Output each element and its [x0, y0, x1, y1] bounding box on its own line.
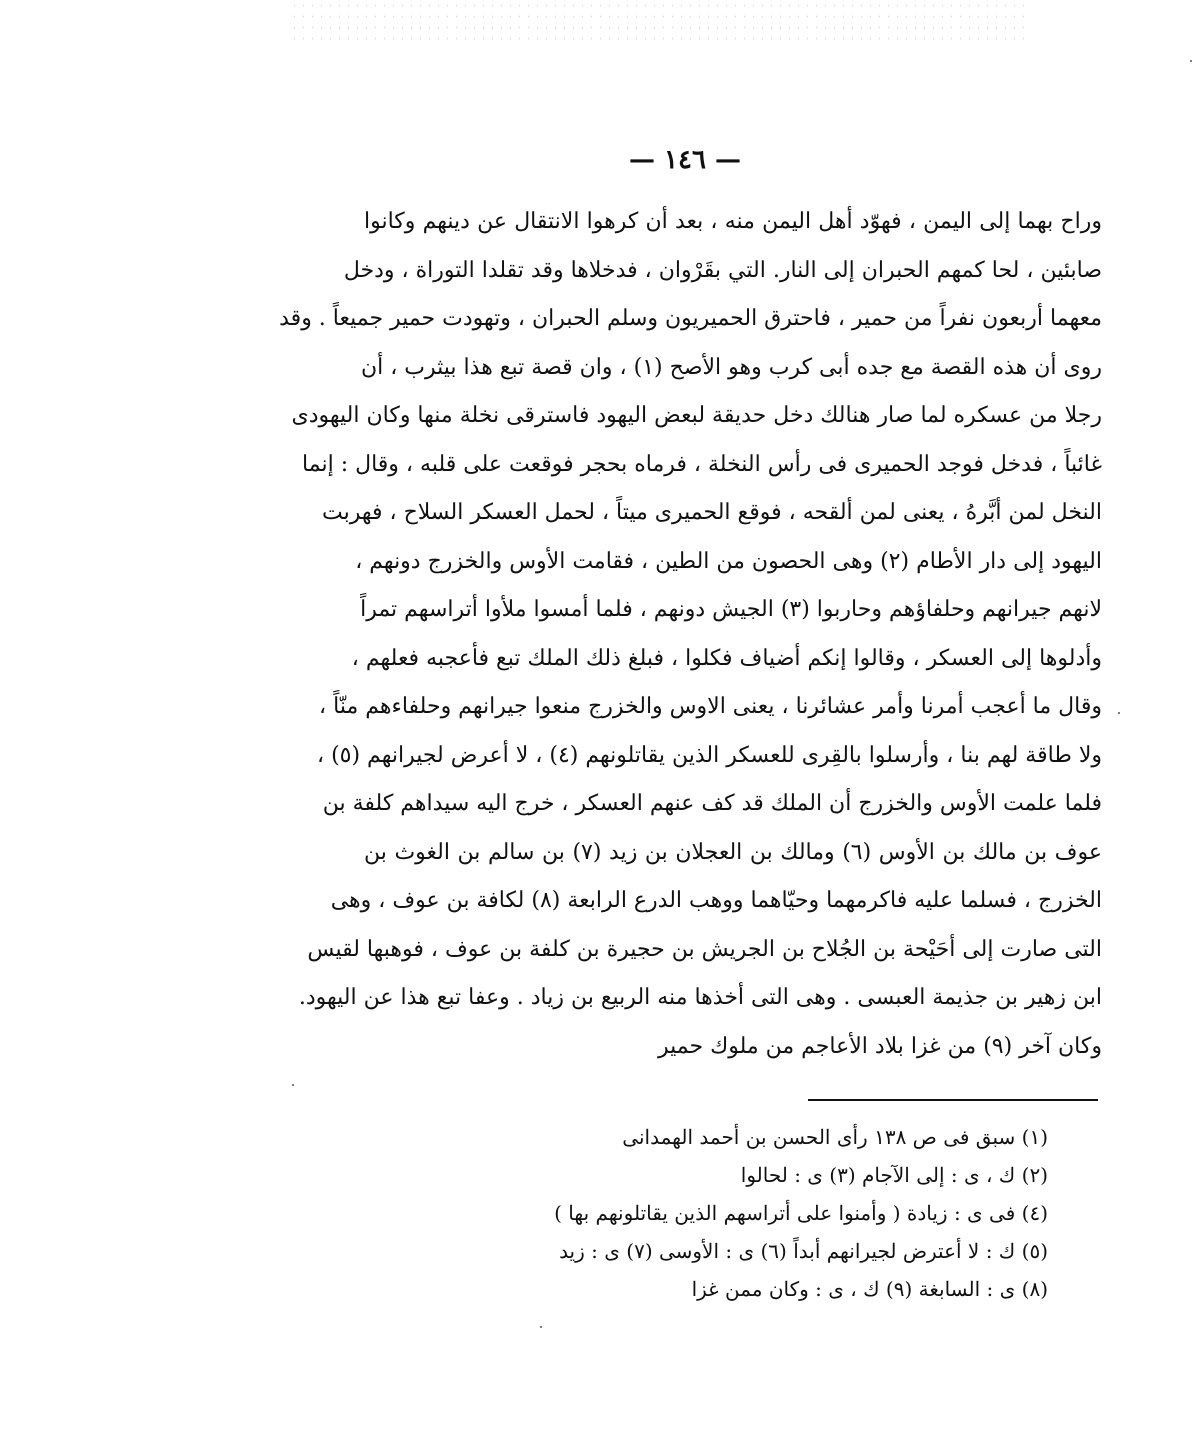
body-line: وراح بهما إلى اليمن ، فهوّد أهل اليمن منه ، بعد أن كرهوا الانتقال عن دينهم وكانوا — [364, 209, 1102, 234]
body-line: رجلا من عسكره لما صار هنالك دخل حديقة لبعض اليهود فاسترقى نخلة منها وكان اليهودى — [291, 403, 1102, 428]
footnote: (١) سبق فى ص ١٣٨ رأى الحسن بن أحمد الهمدانى — [622, 1125, 1048, 1149]
body-line: فلما علمت الأوس والخزرج أن الملك قد كف عنهم العسكر ، خرج اليه سيداهم كلفة بن — [322, 791, 1102, 816]
body-line: معهما أربعون نفراً من حمير ، فاحترق الحميريون وسلم الحبران ، وتهودت حمير جميعاً . وقد — [279, 306, 1102, 331]
body-line: ابن زهير بن جذيمة العبسى . وهى التى أخذها منه الربيع بن زياد . وعفا تبع هذا عن اليهود. — [298, 985, 1102, 1010]
scan-noise-top — [290, 0, 1030, 40]
body-line: عوف بن مالك بن الأوس (٦) ومالك بن العجلان بن زيد (٧) بن سالم بن الغوث بن — [364, 839, 1102, 865]
body-line: التى صارت إلى أحَيْحة بن الجُلاح بن الجريش بن حجيرة بن كلفة بن عوف ، فوهبها لقيس — [307, 936, 1102, 962]
scan-speck — [1118, 712, 1120, 714]
body-line: وقال ما أعجب أمرنا وأمر عشائرنا ، يعنى الاوس والخزرج منعوا جيرانهم وحلفاءهم منّاً ، — [319, 694, 1102, 719]
body-line: النخل لمن أبَّرهُ ، يعنى لمن ألقحه ، فوقع الحميرى ميتاً ، لحمل العسكر السلاح ، فهربت — [321, 500, 1102, 525]
body-line: صابئين ، لحا كمهم الحبران إلى النار. التي بقَرْوان ، فدخلاها وقد تقلدا التوراة ، ودخل — [343, 257, 1102, 283]
footnote: (٨) ى : السابغة (٩) ك ، ى : وكان ممن غزا — [691, 1277, 1048, 1301]
body-line: لانهم جيرانهم وحلفاؤهم وحاربوا (٣) الجيش دونهم ، فلما أمسوا ملأوا أتراسهم تمراً — [360, 597, 1102, 622]
scan-speck — [292, 1084, 294, 1086]
footnote: (٤) فى ى : زيادة ( وأمنوا على أتراسهم الذين يقاتلونهم بها ) — [554, 1201, 1048, 1225]
page-number: — ١٤٦ — — [628, 145, 742, 175]
body-line: اليهود إلى دار الأطام (٢) وهى الحصون من الطين ، فقامت الأوس والخزرج دونهم ، — [355, 548, 1102, 574]
footnote-separator — [808, 1099, 1098, 1101]
footnote: (٢) ك ، ى : إلى الآجام (٣) ى : لحالوا — [740, 1163, 1048, 1187]
scan-speck — [1190, 60, 1192, 62]
body-line: وأدلوها إلى العسكر ، وقالوا إنكم أضياف فكلوا ، فبلغ ذلك الملك تبع فأعجبه فعلهم ، — [351, 645, 1102, 671]
footnote: (٥) ك : لا أعترض لجيرانهم أبداً (٦) ى : الأوسى (٧) ى : زيد — [559, 1239, 1048, 1263]
body-line: الخزرج ، فسلما عليه فاكرمهما وحيّاهما ووهب الدرع الرابعة (٨) لكافة بن عوف ، وهى — [330, 888, 1102, 913]
body-line: ولا طاقة لهم بنا ، وأرسلوا بالقِرى للعسكر الذين يقاتلونهم (٤) ، لا أعرض لجيرانهم (٥) ، — [316, 742, 1102, 768]
body-line: روى أن هذه القصة مع جده أبى كرب وهو الأصح (١) ، وان قصة تبع هذا بيثرب ، أن — [360, 354, 1102, 380]
body-line: وكان آخر (٩) من غزا بلاد الأعاجم من ملوك حمير — [657, 1033, 1102, 1059]
body-text — [279, 198, 1102, 1071]
scan-speck — [540, 1326, 542, 1328]
body-line: غائباً ، فدخل فوجد الحميرى فى رأس النخلة ، فرماه بحجر فوقعت على قلبه ، وقال : إنما — [302, 451, 1102, 477]
footnotes — [380, 1118, 1048, 1308]
